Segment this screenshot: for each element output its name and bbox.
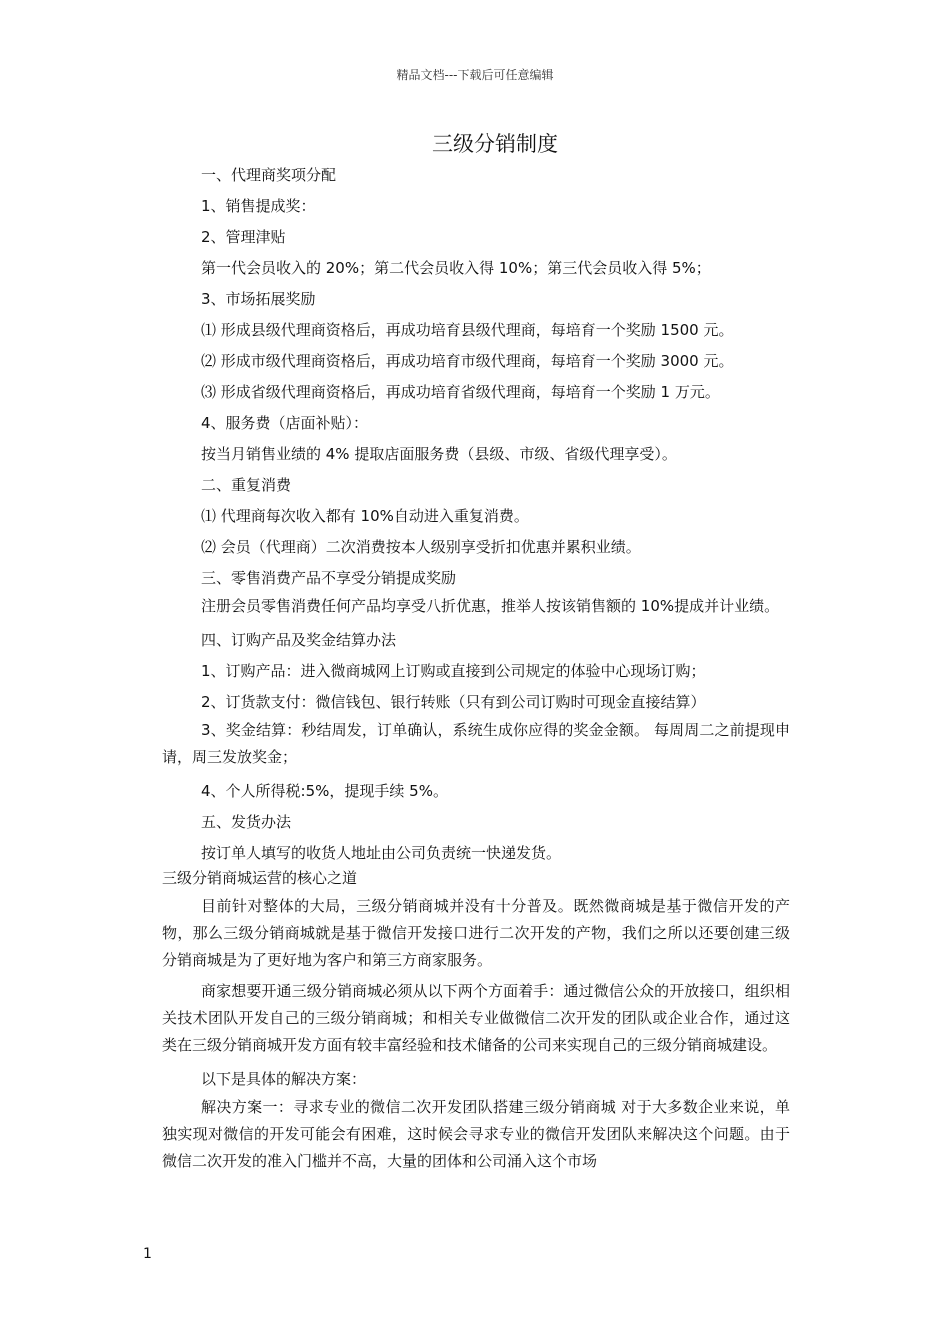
paragraph-core-1: 目前针对整体的大局，三级分销商城并没有十分普及。既然微商城是基于微信开发的产物，那么三级分销商城就是基于微信开发接口进行二次开发的产物，我们之所以还要创建三级分销商城是为了更好地为客户和第三方商家服务。	[162, 897, 790, 969]
list-item-management-allowance: 2、管理津贴	[201, 228, 286, 246]
paragraph-bonus-settlement: 3、奖金结算：秒结周发，订单确认，系统生成你应得的奖金金额。 每周周二之前提现申请，周三发放奖金；	[162, 721, 790, 766]
page-number: 1	[143, 1246, 152, 1262]
section-heading-retail: 三、零售消费产品不享受分销提成奖励	[201, 569, 457, 587]
paragraph-member-income: 第一代会员收入的 20%；第二代会员收入得 10%；第三代会员收入得 5%；	[201, 259, 711, 277]
paragraph-service-fee: 按当月销售业绩的 4% 提取店面服务费（县级、市级、省级代理享受）。	[201, 445, 677, 463]
document-title: 三级分销制度	[432, 132, 558, 156]
section-heading-agent-awards: 一、代理商奖项分配	[201, 166, 337, 184]
section-heading-core: 三级分销商城运营的核心之道	[162, 869, 358, 887]
list-item-service-fee: 4、服务费（店面补贴）：	[201, 414, 369, 432]
document-body	[162, 164, 790, 1175]
list-item-order-product: 1、订购产品：进入微商城网上订购或直接到公司规定的体验中心现场订购；	[201, 662, 706, 680]
list-item-tax: 4、个人所得税:5%，提现手续 5%。	[201, 782, 448, 800]
paragraph-solutions-intro: 以下是具体的解决方案：	[201, 1070, 367, 1088]
section-heading-ordering: 四、订购产品及奖金结算办法	[201, 631, 397, 649]
paragraph-solution-1: 解决方案一：寻求专业的微信二次开发团队搭建三级分销商城 对于大多数企业来说，单独实现对微信的开发可能会有困难，这时候会寻求专业的微信开发团队来解决这个问题。由于微信二次开发的准入门槛并不高，大量的团体和公司涌入这个市场	[162, 1098, 790, 1170]
list-item-payment: 2、订货款支付：微信钱包、银行转账（只有到公司订购时可现金直接结算）	[201, 693, 706, 711]
list-item-sales-commission: 1、销售提成奖：	[201, 197, 316, 215]
paragraph-shipping: 按订单人填写的收货人地址由公司负责统一快递发货。	[201, 844, 562, 862]
list-item-province-agent: ⑶ 形成省级代理商资格后，再成功培育省级代理商，每培育一个奖励 1 万元。	[201, 383, 720, 401]
section-heading-shipping: 五、发货办法	[201, 813, 292, 831]
paragraph-core-2: 商家想要开通三级分销商城必须从以下两个方面着手：通过微信公众的开放接口，组织相关技术团队开发自己的三级分销商城；和相关专业做微信二次开发的团队或企业合作，通过这类在三级分销商城开发方面有较丰富经验和技术储备的公司来实现自己的三级分销商城建设。	[162, 982, 790, 1054]
section-heading-repeat-consumption: 二、重复消费	[201, 476, 292, 494]
list-item-market-expansion: 3、市场拓展奖励	[201, 290, 316, 308]
list-item-agent-repeat: ⑴ 代理商每次收入都有 10%自动进入重复消费。	[201, 507, 529, 525]
list-item-member-discount: ⑵ 会员（代理商）二次消费按本人级别享受折扣优惠并累积业绩。	[201, 538, 641, 556]
list-item-city-agent: ⑵ 形成市级代理商资格后，再成功培育市级代理商，每培育一个奖励 3000 元。	[201, 352, 734, 370]
page-header: 精品文档---下载后可任意编辑	[396, 68, 554, 82]
paragraph-retail: 注册会员零售消费任何产品均享受八折优惠，推举人按该销售额的 10%提成并计业绩。	[201, 597, 780, 615]
list-item-county-agent: ⑴ 形成县级代理商资格后，再成功培育县级代理商，每培育一个奖励 1500 元。	[201, 321, 734, 339]
